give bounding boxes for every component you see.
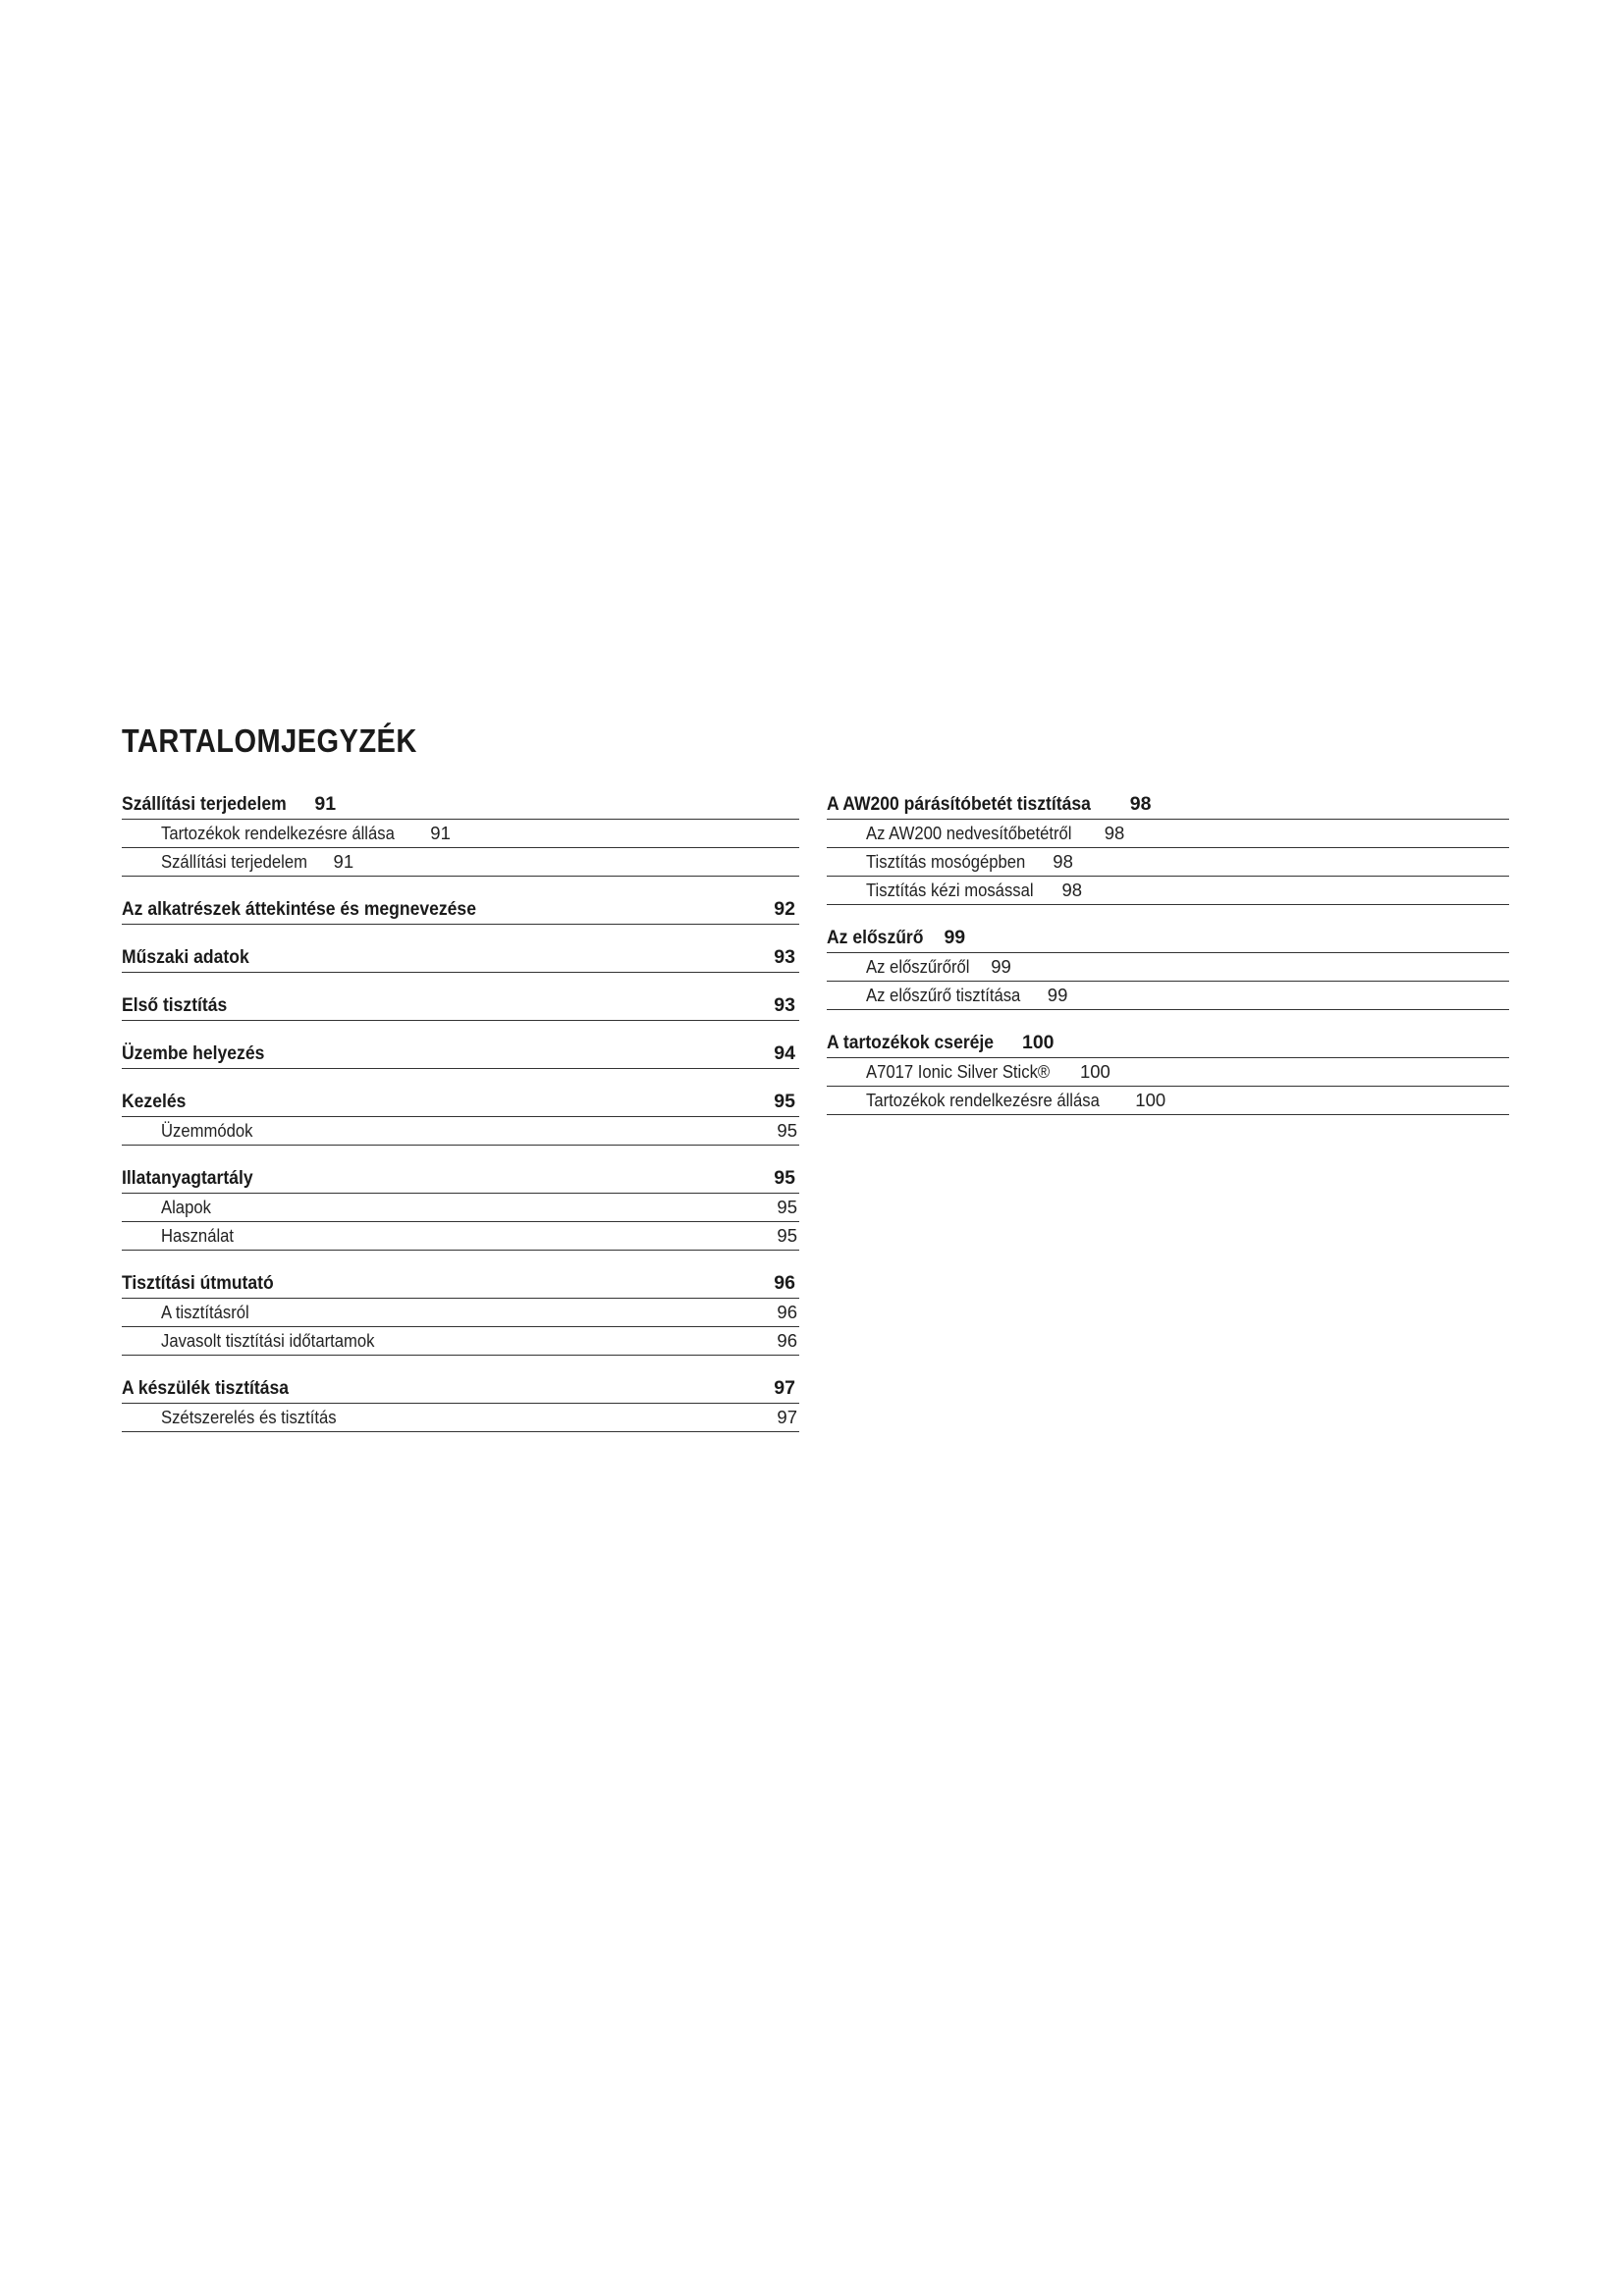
toc-entry-a-keszulek-tisztitasa[interactable] xyxy=(122,1374,799,1404)
toc-subentry-page-number: 91 xyxy=(430,823,451,843)
toc-entry-title: Az alkatrészek áttekintése és megnevezése xyxy=(122,898,476,920)
toc-subentry-page-number: 99 xyxy=(991,956,1011,977)
toc-subentry-page-number: 98 xyxy=(1104,823,1125,843)
toc-entry-title: Az előszűrő xyxy=(827,927,924,948)
toc-section xyxy=(122,1040,799,1069)
toc-subentry-title: Javasolt tisztítási időtartamok xyxy=(161,1330,375,1351)
toc-entry-page-number: 94 xyxy=(774,1042,795,1064)
toc-subentry-page-number: 96 xyxy=(777,1302,797,1322)
toc-entry-page-number: 98 xyxy=(1129,793,1152,815)
toc-entry-page-number: 93 xyxy=(774,946,795,968)
toc-entry-title: Szállítási terjedelem xyxy=(122,793,287,815)
toc-entry-az-eloszuro[interactable] xyxy=(827,924,1509,953)
toc-subentry-page-number: 97 xyxy=(777,1407,797,1427)
toc-entry-title: Illatanyagtartály xyxy=(122,1167,253,1189)
toc-subentry-page-number: 100 xyxy=(1135,1090,1166,1110)
toc-entry-title: A tartozékok cseréje xyxy=(827,1032,995,1053)
toc-subentry-tartozekok-rendelkezesre-allasa[interactable] xyxy=(827,1087,1509,1115)
toc-entry-title: A AW200 párásítóbetét tisztítása xyxy=(827,793,1091,815)
toc-subentry-title: Alapok xyxy=(161,1197,211,1217)
toc-subentry-title: Tartozékok rendelkezésre állása xyxy=(161,823,395,843)
toc-entry-szallitasi-terjedelem[interactable] xyxy=(122,790,799,820)
toc-subentry-title: A7017 Ionic Silver Stick® xyxy=(866,1061,1051,1082)
toc-entry-title: Műszaki adatok xyxy=(122,946,249,968)
toc-subentry-page-number: 95 xyxy=(777,1197,797,1217)
toc-section xyxy=(827,790,1509,905)
toc-section xyxy=(827,1029,1509,1115)
toc-subentry-page-number: 95 xyxy=(777,1225,797,1246)
toc-subentry-title: Szállítási terjedelem xyxy=(161,851,307,872)
toc-subentry-szallitasi-terjedelem[interactable] xyxy=(122,848,799,877)
toc-subentry-alapok[interactable] xyxy=(122,1194,799,1222)
toc-entry-page-number: 95 xyxy=(774,1167,795,1189)
toc-subentry-title: Használat xyxy=(161,1225,235,1246)
toc-subentry-page-number: 98 xyxy=(1061,880,1083,900)
toc-subentry-az-eloszuro-tisztitasa[interactable] xyxy=(827,982,1509,1010)
toc-section xyxy=(122,1088,799,1146)
toc-entry-title: Üzembe helyezés xyxy=(122,1042,265,1064)
toc-entry-illatanyagtartaly[interactable] xyxy=(122,1164,799,1194)
toc-section xyxy=(122,1269,799,1356)
toc-subentry-page-number: 91 xyxy=(333,851,354,872)
toc-subentry-javasolt-tisztitasi-idotartamok[interactable] xyxy=(122,1327,799,1356)
toc-subentry-page-number: 95 xyxy=(777,1120,797,1141)
toc-entry-az-alkatreszek-attekintese-es-megnevezese[interactable] xyxy=(122,895,799,925)
toc-entry-page-number: 91 xyxy=(314,793,337,815)
toc-section xyxy=(122,1374,799,1432)
toc-subentry-uzemmodok[interactable] xyxy=(122,1117,799,1146)
toc-entry-title: Kezelés xyxy=(122,1091,187,1112)
toc-subentry-page-number: 100 xyxy=(1079,1061,1110,1082)
toc-section xyxy=(122,895,799,925)
toc-subentry-title: A tisztításról xyxy=(161,1302,249,1322)
toc-subentry-tisztitas-kezi-mosassal[interactable] xyxy=(827,877,1509,905)
toc-section xyxy=(122,1164,799,1251)
toc-subentry-title: Az előszűrőről xyxy=(866,956,970,977)
toc-subentry-az-aw200-nedvesitobetetrol[interactable] xyxy=(827,820,1509,848)
toc-right-column xyxy=(827,790,1509,1134)
toc-entry-kezeles[interactable] xyxy=(122,1088,799,1117)
toc-entry-uzembe-helyezes[interactable] xyxy=(122,1040,799,1069)
toc-entry-elso-tisztitas[interactable] xyxy=(122,991,799,1021)
toc-section xyxy=(122,991,799,1021)
toc-entry-page-number: 95 xyxy=(774,1091,795,1112)
toc-subentry-title: Az AW200 nedvesítőbetétről xyxy=(866,823,1072,843)
toc-entry-page-number: 99 xyxy=(944,927,966,948)
page-title: TARTALOMJEGYZÉK xyxy=(122,722,417,759)
toc-entry-page-number: 92 xyxy=(774,898,795,920)
toc-entry-a-aw200-parasitobetet-tisztitasa[interactable] xyxy=(827,790,1509,820)
toc-subentry-hasznalat[interactable] xyxy=(122,1222,799,1251)
toc-entry-tisztitasi-utmutato[interactable] xyxy=(122,1269,799,1299)
toc-entry-title: Tisztítási útmutató xyxy=(122,1272,274,1294)
toc-subentry-page-number: 98 xyxy=(1053,851,1073,872)
toc-subentry-title: Tisztítás kézi mosással xyxy=(866,880,1034,900)
toc-entry-page-number: 100 xyxy=(1021,1032,1055,1053)
toc-subentry-az-eloszurorol[interactable] xyxy=(827,953,1509,982)
toc-entry-page-number: 97 xyxy=(774,1377,795,1399)
toc-subentry-szetszereles-es-tisztitas[interactable] xyxy=(122,1404,799,1432)
toc-subentry-page-number: 99 xyxy=(1047,985,1068,1005)
toc-section xyxy=(122,943,799,973)
toc-subentry-title: Szétszerelés és tisztítás xyxy=(161,1407,337,1427)
toc-subentry-title: Tisztítás mosógépben xyxy=(866,851,1026,872)
toc-section xyxy=(827,924,1509,1010)
toc-subentry-title: Az előszűrő tisztítása xyxy=(866,985,1021,1005)
toc-section xyxy=(122,790,799,877)
toc-subentry-tisztitas-mosogepben[interactable] xyxy=(827,848,1509,877)
toc-entry-title: Első tisztítás xyxy=(122,994,228,1016)
toc-left-column xyxy=(122,790,799,1451)
toc-entry-title: A készülék tisztítása xyxy=(122,1377,290,1399)
toc-entry-page-number: 96 xyxy=(774,1272,795,1294)
toc-entry-a-tartozekok-csereje[interactable] xyxy=(827,1029,1509,1058)
toc-subentry-title: Üzemmódok xyxy=(161,1120,253,1141)
toc-subentry-title: Tartozékok rendelkezésre állása xyxy=(866,1090,1100,1110)
toc-subentry-page-number: 96 xyxy=(777,1330,797,1351)
toc-subentry-tartozekok-rendelkezesre-allasa[interactable] xyxy=(122,820,799,848)
toc-subentry-a-tisztitasrol[interactable] xyxy=(122,1299,799,1327)
toc-entry-page-number: 93 xyxy=(774,994,795,1016)
toc-entry-muszaki-adatok[interactable] xyxy=(122,943,799,973)
toc-subentry-a7017-ionic-silver-stick[interactable] xyxy=(827,1058,1509,1087)
